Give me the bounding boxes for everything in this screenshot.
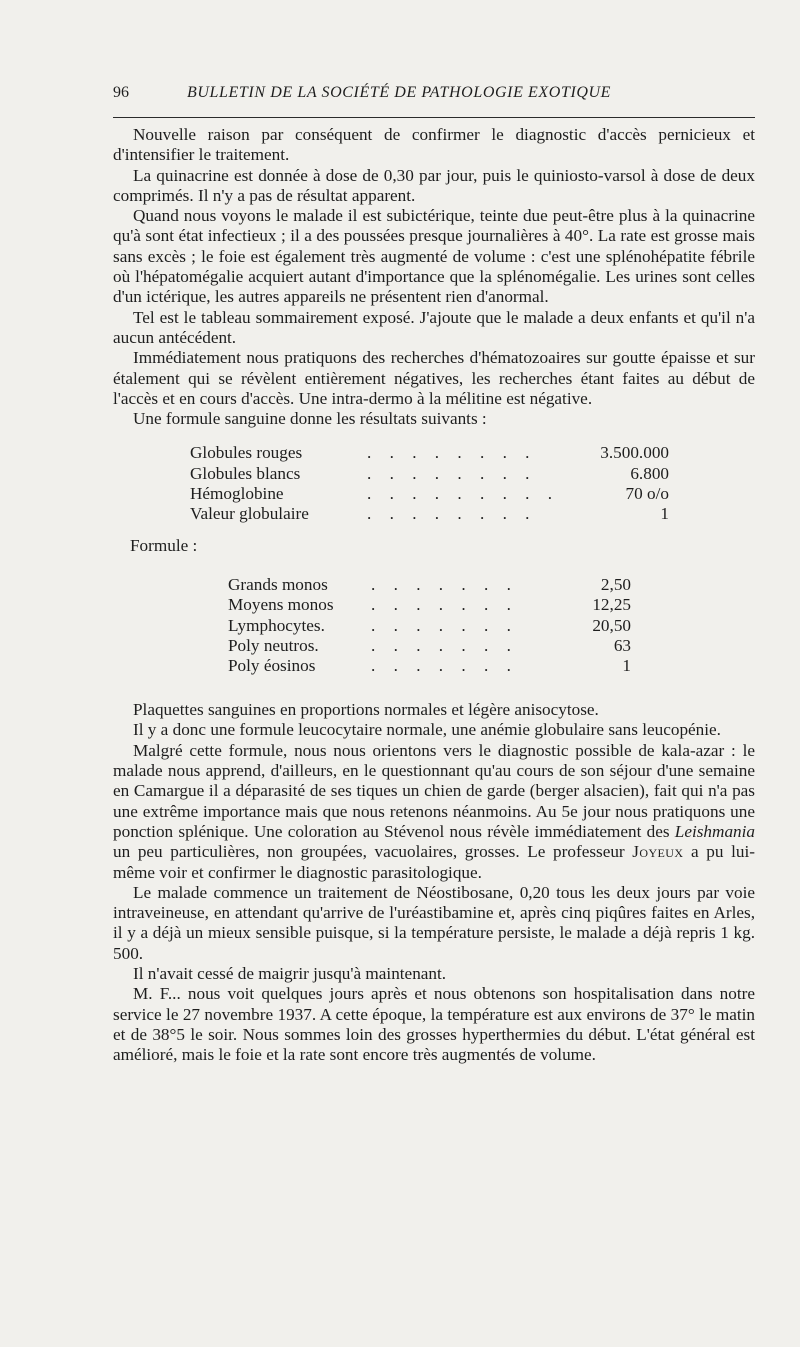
paragraph-9 <box>113 741 755 883</box>
formula-label: Formule : <box>130 536 198 556</box>
running-title: BULLETIN DE LA SOCIÉTÉ DE PATHOLOGIE EXOTIQUE <box>187 84 612 101</box>
table-row <box>113 443 755 463</box>
row-label: Poly éosinos <box>228 655 316 675</box>
row-value: 63 <box>613 635 631 655</box>
leader-dots: . . . . . . . . . <box>367 483 560 503</box>
paragraph-5: Immédiatement nous pratiquons des recherches d'hématozoaires sur goutte épaisse et sur étalement qui se révèlent entièrement négatives, les recherches étant faites au début de l'accès et en cours d'accès. Une intra-dermo à la mélitine est négative. <box>113 348 755 408</box>
paragraph-1: Nouvelle raison par conséquent de confirmer le diagnostic d'accès pernicieux et d'intensifier le traitement. <box>113 125 755 165</box>
leader-dots: . . . . . . . <box>371 575 518 595</box>
row-label: Poly neutros. <box>228 635 319 655</box>
header-rule <box>113 117 755 118</box>
row-value: 20,50 <box>592 615 631 635</box>
row-label: Moyens monos <box>228 595 334 615</box>
table-row <box>113 656 755 676</box>
blood-count-table <box>113 443 755 524</box>
paragraph-7: Plaquettes sanguines en proportions normales et légère anisocytose. <box>133 700 599 720</box>
row-label: Hémoglobine <box>190 483 284 503</box>
paragraph-12: M. F... nous voit quelques jours après et nous obtenons son hospitalisation dans notre service le 27 novembre 1937. A cette époque, la température est aux environs de 37° le matin et de 38°5 le soir. Nous sommes loin des grosses hyperthermies du début. L'état général est amélioré, mais le foie et la rate sont encore très augmentés de volume. <box>113 984 755 1065</box>
page-number: 96 <box>113 84 129 101</box>
paragraph-9-part-3: a pu lui-même voir et confirmer le diagnostic parasitologique. <box>113 842 755 882</box>
row-value: 1 <box>660 504 669 524</box>
paragraph-2: La quinacrine est donnée à dose de 0,30 par jour, puis le quiniosto-varsol à dose de deux comprimés. Il n'y a pas de résultat apparent. <box>113 165 755 205</box>
paragraph-8: Il y a donc une formule leucocytaire normale, une anémie globulaire sans leucopénie. <box>133 720 721 740</box>
leader-dots: . . . . . . . <box>371 595 518 615</box>
paragraph-4: Tel est le tableau sommairement exposé. J'ajoute que le malade a deux enfants et qu'il n'a aucun antécédent. <box>113 307 755 347</box>
row-value: 3.500.000 <box>600 443 669 463</box>
row-label: Lymphocytes. <box>228 615 325 635</box>
row-value: 6.800 <box>630 463 669 483</box>
leader-dots: . . . . . . . . <box>367 463 537 483</box>
table-row <box>113 616 755 636</box>
leader-dots: . . . . . . . <box>371 635 518 655</box>
row-label: Grands monos <box>228 575 328 595</box>
row-value: 70 o/o <box>625 483 669 503</box>
row-value: 12,25 <box>592 595 631 615</box>
table-row <box>113 636 755 656</box>
table-row <box>113 575 755 595</box>
paragraph-10: Le malade commence un traitement de Néostibosane, 0,20 tous les deux jours par voie intraveineuse, en attendant qu'arrive de l'uréastibamine et, après cinq piqûres faites en Arles, il y a déjà un mieux sensible puisque, si la température persiste, le malade a déjà repris 1 kg. 500. <box>113 882 755 963</box>
row-value: 2,50 <box>600 575 631 595</box>
paragraph-11: Il n'avait cessé de maigrir jusqu'à maintenant. <box>133 964 447 983</box>
row-value: 1 <box>622 655 631 675</box>
table-row <box>113 504 755 524</box>
leader-dots: . . . . . . . . <box>367 443 537 463</box>
row-label: Valeur globulaire <box>190 504 309 524</box>
leader-dots: . . . . . . . <box>371 655 518 675</box>
row-label: Globules blancs <box>190 463 301 483</box>
row-label: Globules rouges <box>190 443 303 463</box>
leukocyte-formula-table <box>113 575 755 676</box>
table-row <box>113 595 755 615</box>
paragraph-3: Quand nous voyons le malade il est subictérique, teinte due peut-être plus à la quinacrine qu'à sont état infectieux ; il a des poussées presque journalières à 40°. La rate est grosse mais sans excès ; le foie est également très augmenté de volume : c'est une splénohépatite fébrile où l'hépatomégalie acquiert autant d'importance que la splénomégalie. Les urines sont celles d'un ictérique, les autres appareils ne présentent rien d'anormal. <box>113 206 755 307</box>
author-name: Joyeux <box>632 842 684 862</box>
genus-name: Leishmania <box>674 821 755 841</box>
running-header <box>113 84 755 108</box>
paragraph-6: Une formule sanguine donne les résultats suivants : <box>133 409 487 429</box>
paragraph-9-part-2: un peu particulières, non groupées, vacuolaires, grosses. Le professeur <box>113 842 633 862</box>
body-text <box>113 125 755 1065</box>
leader-dots: . . . . . . . <box>371 615 518 635</box>
table-row <box>113 464 755 484</box>
paragraph-9-part-1: Malgré cette formule, nous nous orientons vers le diagnostic possible de kala-azar : le malade nous apprend, d'ailleurs, en le questionnant qu'au cours de son séjour d'une semaine en Camargue il a déparasité de ses tiques un chien de garde (berger alsacien), fait qui n'a pas une extrême importance mais que nous retenons néanmoins. Au 5e jour nous pratiquons une ponction splénique. Une coloration au Stévenol nous révèle immédiatement des <box>113 740 755 841</box>
leader-dots: . . . . . . . . <box>367 504 537 524</box>
table-row <box>113 484 755 504</box>
